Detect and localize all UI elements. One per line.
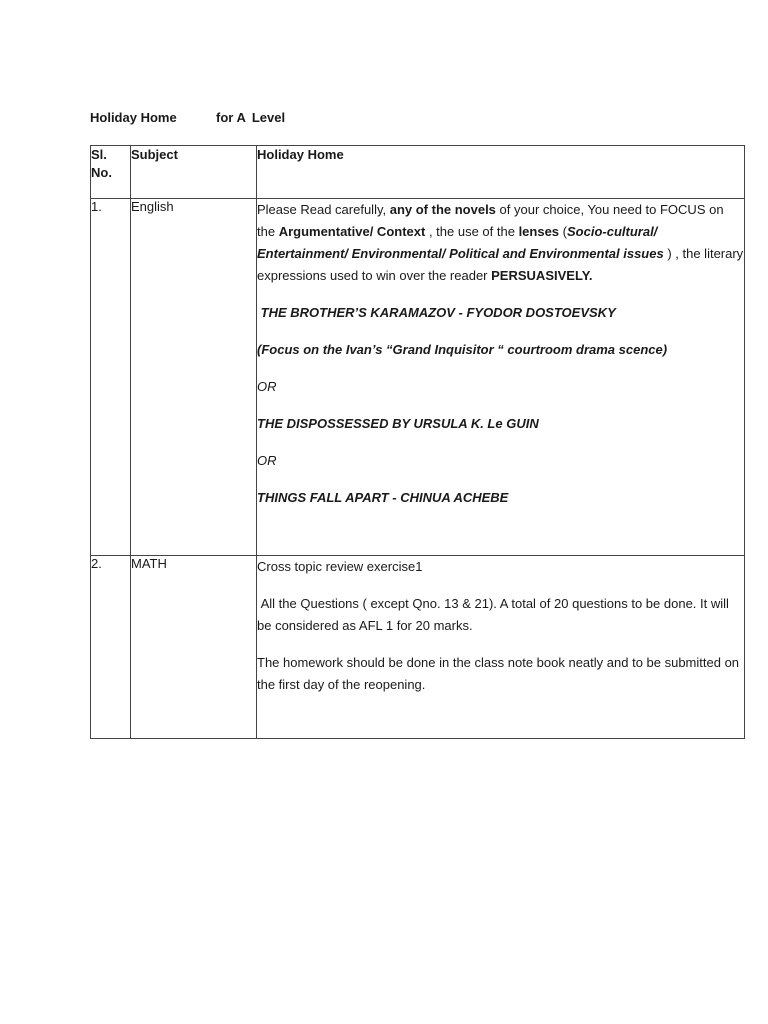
intro-text-b: any of the novels	[389, 202, 496, 217]
title-for-a: for A	[216, 110, 246, 125]
row-homework	[257, 556, 745, 739]
english-instructions	[257, 199, 744, 287]
table-row-english	[91, 199, 745, 556]
holiday-homework-table	[90, 145, 745, 739]
intro-text-j: PERSUASIVELY.	[491, 268, 593, 283]
or-separator-2: OR	[257, 453, 277, 468]
title-level: Level	[251, 110, 286, 125]
intro-text-a: Please Read carefully,	[257, 202, 390, 217]
header-subject: Subject	[131, 146, 257, 199]
row-homework	[257, 199, 745, 556]
intro-text-c: of your choice, You need to FOCUS on the	[257, 202, 724, 239]
row-subject: MATH	[131, 556, 257, 739]
table-header-row	[91, 146, 745, 199]
intro-text-i: ) , the literary expressions used to win over the reader	[257, 246, 744, 283]
table-row-math	[91, 556, 745, 739]
math-line-2: All the Questions ( except Qno. 13 & 21). A total of 20 questions to be done. It will be considered as AFL 1 for 20 marks.	[257, 596, 733, 633]
header-holiday-home: Holiday Home	[257, 146, 745, 199]
or-separator-1: OR	[257, 379, 277, 394]
novel-focus-note: (Focus on the Ivan’s “Grand Inquisitor “ courtroom drama scence)	[257, 342, 668, 357]
header-sl-no: Sl. No.	[91, 146, 131, 199]
intro-text-e: , the use of the	[425, 224, 519, 239]
intro-text-g: (	[559, 224, 567, 239]
row-number: 2.	[91, 556, 131, 739]
intro-text-f: lenses	[518, 224, 560, 239]
row-number: 1.	[91, 199, 131, 556]
document-title	[90, 110, 285, 125]
intro-text-h: Socio-cultural/ Entertainment/ Environmental/ Political and Environmental issues	[257, 224, 664, 261]
novel-option-3: THINGS FALL APART - CHINUA ACHEBE	[257, 490, 509, 505]
math-line-1: Cross topic review exercise1	[257, 559, 423, 574]
intro-text-d: Argumentative/ Context	[278, 224, 426, 239]
novel-option-1: THE BROTHER’S KARAMAZOV - FYODOR DOSTOEVSKY	[257, 305, 616, 320]
row-subject: English	[131, 199, 257, 556]
novel-option-2: THE DISPOSSESSED BY URSULA K. Le GUIN	[257, 416, 539, 431]
title-holiday-home: Holiday Home	[90, 110, 177, 125]
math-line-3: The homework should be done in the class note book neatly and to be submitted on the first day of the reopening.	[257, 655, 740, 692]
